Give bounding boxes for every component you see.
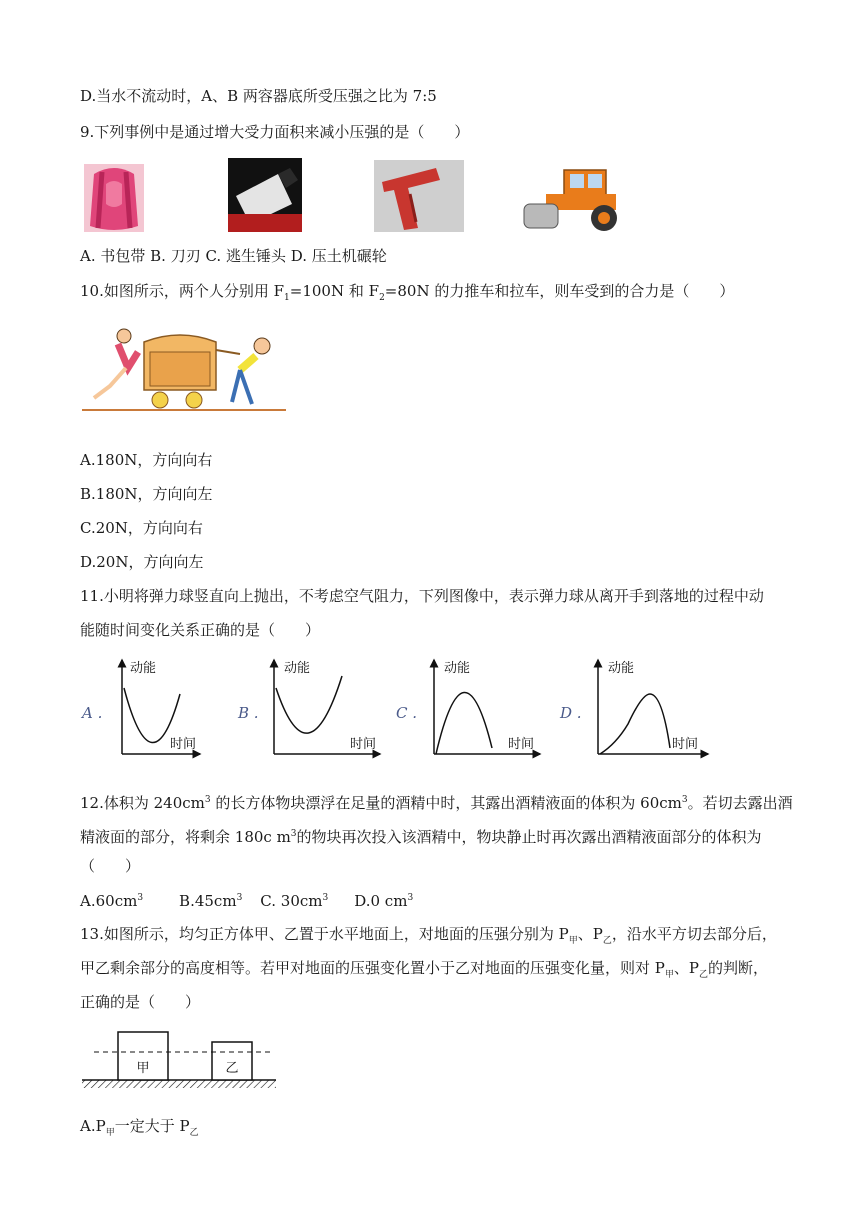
graph-a-y-label: 动能: [130, 661, 157, 676]
graph-a: [80, 660, 200, 754]
graph-a-letter: A .: [82, 704, 103, 722]
graph-d-x-label: 时间: [672, 737, 699, 752]
q12-line1: 12.体积为 $240cm^3$ 的长方体物块漂浮在足量的酒精中时，其露出酒精液面的体积为 $60cm^3$。若切去露出酒: [80, 794, 793, 812]
q13-line3: 正确的是（ ）: [80, 993, 201, 1011]
q10-option-c: C.20N，方向向右: [80, 519, 203, 537]
push-pull-cart-illustration: [80, 324, 288, 414]
graph-a-x-label: 时间: [170, 737, 197, 752]
road-roller-image: [518, 164, 628, 234]
q11-stem-line1: 11.小明将弹力球竖直向上抛出，不考虑空气阻力，下列图像中，表示弹力球从离开手到落地的过程中动: [80, 587, 764, 605]
q9-options: A. 书包带 B. 刀刃 C. 逃生锤头 D. 压土机碾轮: [80, 247, 387, 265]
q8-option-d: D.当水不流动时，A、B 两容器底所受压强之比为 7:5: [80, 87, 437, 105]
graph-c-y-label: 动能: [444, 661, 471, 676]
q12-options: $A.60cm^3$ $B.45cm^3$ C. $30cm^3$ D.0 $cm^3$: [80, 892, 414, 910]
escape-hammer-image: [374, 160, 464, 232]
graph-d: [559, 660, 708, 754]
q9-stem: 9.下列事例中是通过增大受力面积来减小压强的是（ ）: [80, 123, 470, 141]
graph-d-letter: D .: [560, 704, 582, 722]
cubes-diagram: [80, 1028, 280, 1090]
q10-stem: 10.如图所示，两个人分别用 $F_1=100N$ 和 $F_2=80N$ 的力推车和拉车，则车受到的合力是（ ）: [80, 282, 735, 303]
graph-b-x-label: 时间: [350, 737, 377, 752]
graph-c: [396, 660, 540, 754]
q13-line2: 甲乙剩余部分的高度相等。若甲对地面的压强变化置小于乙对地面的压强变化量，则对 $P_甲$、$P_乙$的判断，: [80, 959, 769, 980]
q10-option-a: A.180N，方向向右: [80, 451, 213, 469]
cube-jia-label: 甲: [136, 1061, 150, 1076]
q12-line2: 精液面的部分，将剩余 180c $m^3$的物块再次投入该酒精中，物块静止时再次露出酒精液面部分的体积为: [80, 828, 762, 846]
graph-d-y-label: 动能: [608, 661, 635, 676]
q11-stem-line2: 能随时间变化关系正确的是（ ）: [80, 621, 321, 639]
kitchen-knife-image: [228, 158, 302, 232]
graph-c-x-label: 时间: [508, 737, 535, 752]
graph-b: [237, 660, 380, 754]
backpack-image: [84, 164, 144, 232]
q10-option-b: B.180N，方向向左: [80, 485, 213, 503]
q12-line3: （ ）: [80, 857, 141, 875]
cube-yi-label: 乙: [225, 1061, 239, 1076]
graph-b-y-label: 动能: [284, 661, 311, 676]
kinetic-energy-graphs: [80, 654, 720, 762]
q10-option-d: D.20N，方向向左: [80, 553, 204, 571]
graph-c-letter: C .: [396, 704, 418, 722]
q13-line1: 13.如图所示，均匀正方体甲、乙置于水平地面上，对地面的压强分别为 $P_甲$、$P_乙$，沿水平方切去部分后，: [80, 925, 777, 946]
graph-b-letter: B .: [238, 704, 259, 722]
q13-option-a: $A.P_甲$一定大于 $P_乙$: [80, 1117, 199, 1138]
